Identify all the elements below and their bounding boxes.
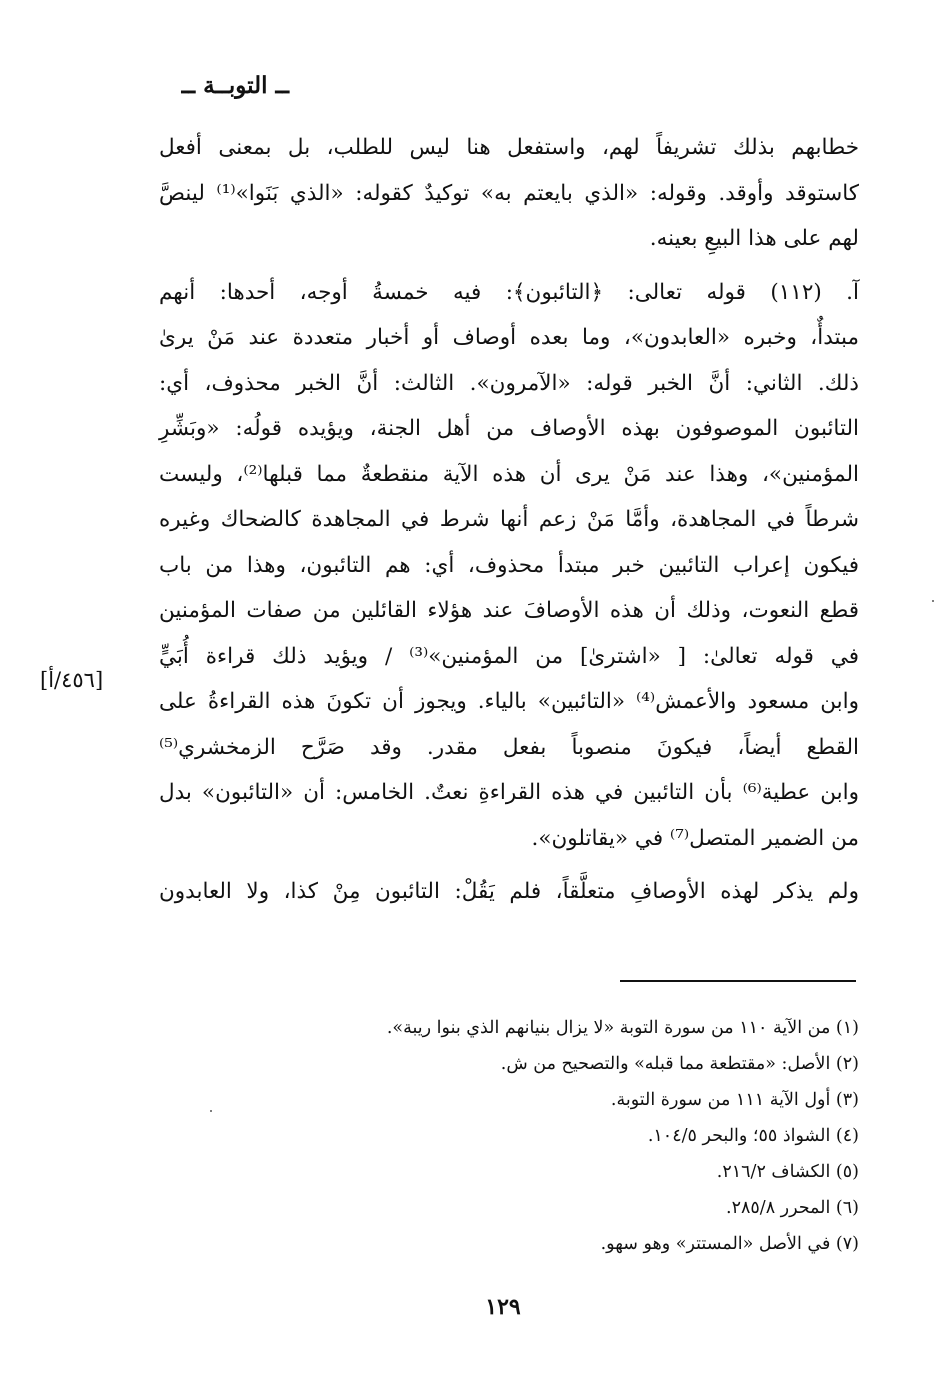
text-line: مبتدأٌ، وخبره «العابدون»، وما بعده أوصاف أو أخبار متعددة عند مَنْ يرىٰ <box>159 325 859 350</box>
text-line: المؤمنين»، وهذا عند مَنْ يرى أن هذه الآية منقطعةٌ مما قبلها⁽²⁾، وليست <box>159 461 859 487</box>
text-line: وابن عطية⁽⁶⁾ بأن التائبين في هذه القراءةِ نعتٌ. الخامس: أن «التائبون» بدل <box>159 780 859 805</box>
footnote: (٢) الأصل: «مقتطعة مما قبله» والتصحيح من ش. <box>500 1054 859 1074</box>
scan-speck <box>932 600 934 602</box>
text-line: كاستوقد وأوقد. وقوله: «الذي بايعتم به» توكيدٌ كقوله: «الذي بَنَوا»⁽¹⁾ لينصَّ <box>159 180 859 206</box>
page-number: ١٢٩ <box>485 1294 521 1320</box>
text-line: في قوله تعالىٰ: [ «اشترىٰ] من المؤمنين»⁽³⁾ / ويؤيد ذلك قراءة أُبَيٍّ <box>159 643 859 669</box>
text-line: لهم على هذا البيعِ بعينه. <box>649 226 859 251</box>
scan-speck <box>210 1110 212 1112</box>
text-line: قطع النعوت، وذلك أن هذه الأوصافَ عند هؤلاء القائلين من صفات المؤمنين <box>159 598 859 623</box>
text-line: آ. (١١٢) قوله تعالى: ﴿التائبون﴾: فيه خمسةُ أوجه، أحدها: أنهم <box>159 279 859 305</box>
footnotes <box>209 1010 859 1262</box>
text-line: فيكون إعراب التائبين خبر مبتدأ محذوف، أي: هم التائبون، وهذا من باب <box>159 552 859 578</box>
running-title: ــ التوبــة ــ <box>181 72 289 99</box>
text-line: من الضمير المتصل⁽⁷⁾ في «يقاتلون». <box>531 825 859 851</box>
main-text <box>159 125 859 915</box>
text-line: التائبون الموصوفون بهذه الأوصاف من أهل الجنة، ويؤيده قولُه: «وبَشِّرِ <box>159 416 859 441</box>
text-line: ذلك. الثاني: أنَّ الخبر قوله: «الآمرون». الثالث: أنَّ الخبر محذوف، أي: <box>159 370 859 396</box>
footnote: (٦) المحرر ٢٨٥/٨. <box>726 1198 859 1218</box>
footnote: (٣) أول الآية ١١١ من سورة التوبة. <box>610 1090 859 1110</box>
text-line: وابن مسعود والأعمش⁽⁴⁾ «التائبين» بالياء. ويجوز أن تكونَ هذه القراءةُ على <box>159 689 859 714</box>
text-line: شرطاً في المجاهدة، وأمَّا مَنْ زعم أنها شرط في المجاهدة كالضحاك وغيره <box>159 507 859 532</box>
footnote: (٥) الكشاف ٢١٦/٢. <box>716 1162 859 1182</box>
footnote: (٧) في الأصل «المستتر» وهو سهو. <box>600 1234 859 1254</box>
footnote: (١) من الآية ١١٠ من سورة التوبة «لا يزال بنيانهم الذي بنوا ريبة». <box>386 1018 859 1038</box>
footnote-rule <box>620 980 856 982</box>
folio-reference: [٤٥٦/أ] <box>40 668 104 692</box>
text-line: ولم يذكر لهذه الأوصافِ متعلَّقاً، فلم يَقُلْ: التائبون مِنْ كذا، ولا العابدون <box>159 879 859 904</box>
text-line: خطابهم بذلك تشريفاً لهم، واستفعل هنا ليس للطلب، بل بمعنى أفعل <box>159 135 859 160</box>
text-line: القطع أيضاً، فيكونَ منصوباً بفعل مقدر. وقد صَرَّح الزمخشري⁽⁵⁾ <box>159 734 859 760</box>
footnote: (٤) الشواذ ٥٥؛ والبحر ١٠٤/٥. <box>647 1126 859 1146</box>
